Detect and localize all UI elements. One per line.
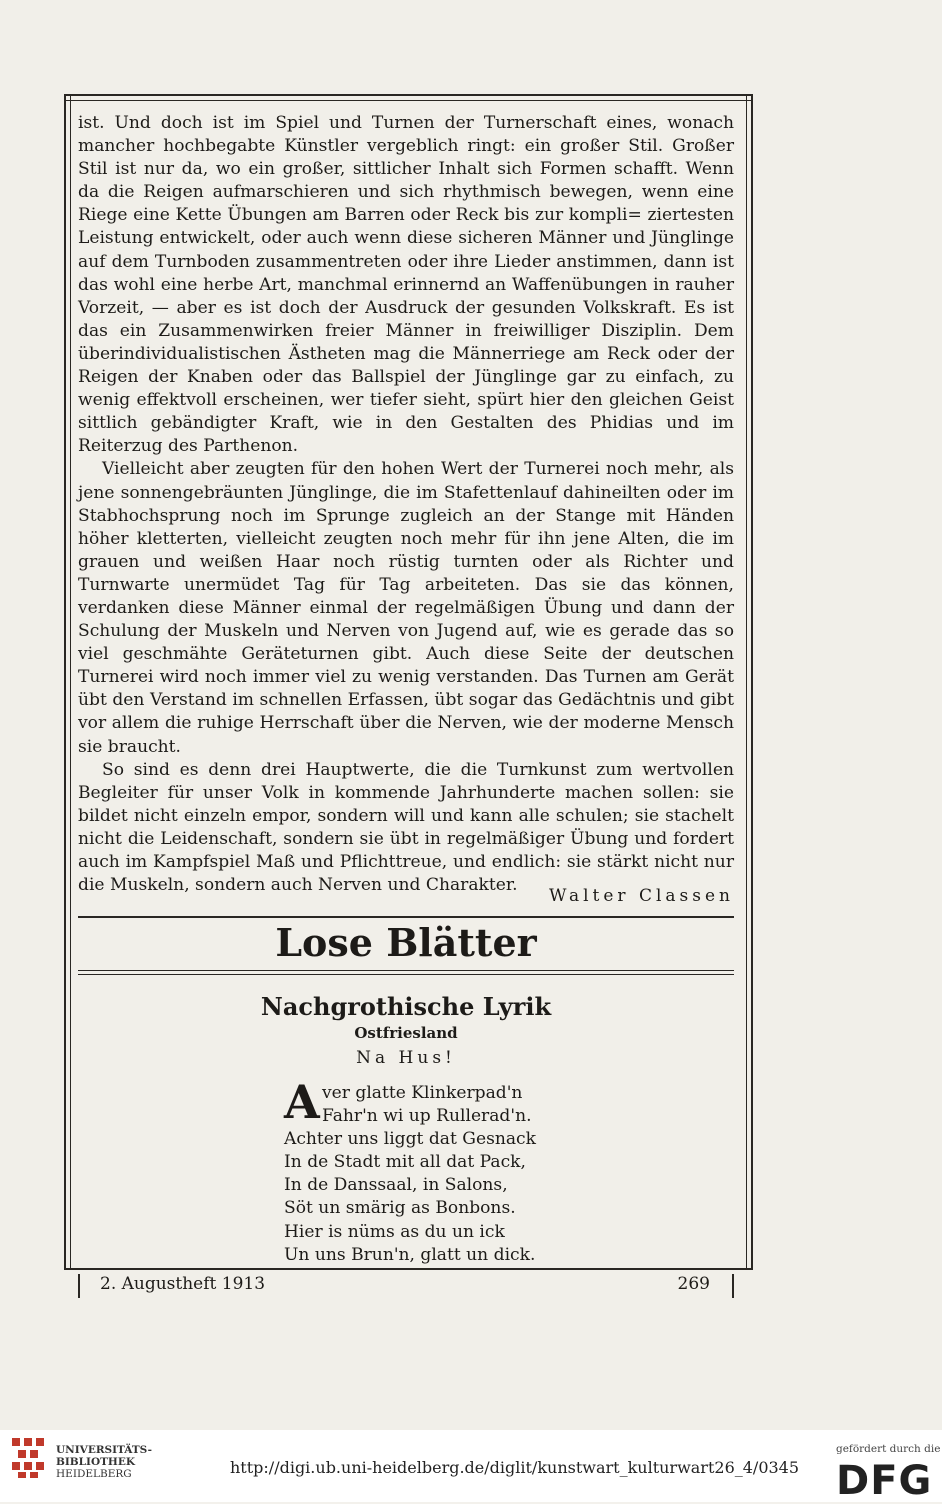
poem-line: Achter uns liggt dat Gesnack — [284, 1129, 536, 1150]
issue-label: 2. Augustheft 1913 — [100, 1274, 266, 1294]
paragraph: ist. Und doch ist im Spiel und Turnen der Turnerschaft eines, wonach mancher hochbegabte Künstler vergeblich ringt: ein großer Stil. Großer Stil ist nur da, wo ein großer, sittlicher Inhalt sich Formen schafft. Wenn da die Reigen aufmarschieren und sich rhythmisch bewegen, wenn eine Riege eine Kette Übungen am Barren oder Reck bis zur kompli= ziertesten Leistung entwickelt, oder auch wenn diese sicheren Männer und Jünglinge auf dem Turnboden zusammentreten oder ihre Lieder anstimmen, dann ist das wohl eine herbe Art, manchmal erinnernd an Waffenübungen in rauher Vorzeit, — aber es ist doch der Ausdruck der gesunden Volkskraft. Es ist das ein Zusammenwirken freier Männer in freiwilliger Disziplin. Dem überindividualistischen Ästheten mag die Männerriege am Reck oder der Reigen der Knaben oder das Ballspiel der Jünglinge gar zu einfach, zu wenig effektvoll erscheinen, wer tiefer sieht, spürt hier den gleichen Geist sittlich gebändigter Kraft, wie in den Gestalten des Phidias und im Reiterzug des Parthenon. — [78, 113, 734, 457]
poem-line: In de Stadt mit all dat Pack, — [284, 1152, 526, 1173]
region-subtitle: Ostfriesland — [354, 1024, 458, 1042]
funding-label: gefördert durch die — [836, 1443, 941, 1455]
poem-line: Fahr'n wi up Rullerad'n. — [322, 1106, 532, 1127]
frame-bottom-rule — [64, 1268, 752, 1270]
dfg-logo: DFG — [836, 1458, 933, 1504]
paragraph: Vielleicht aber zeugten für den hohen Wert der Turnerei noch mehr, als jene sonnengebräunten Jünglinge, die im Stafettenlauf dahineilten oder im Stabhochsprung noch im Sprunge zugleich an der Stange mit Händen höher kletterten, vielleicht zeugten noch mehr für ihn jene Alten, die im grauen und weißen Haar noch rüstig turnten oder als Richter und Turnwarte unermüdet Tag für Tag arbeiteten. Das sie das können, verdanken diese Männer einmal der regelmäßigen Übung und dann der Schulung der Muskeln und Nerven von Jugend auf, wie es gerade das so viel geschmähte Geräteturnen gibt. Auch diese Seite der deutschen Turnerei wird noch immer viel zu wenig verstanden. Das Turnen am Gerät übt den Verstand im schnellen Erfassen, übt sogar das Gedächtnis und gibt vor allem die ruhige Herrschaft über die Nerven, wie der moderne Mensch sie braucht. — [78, 459, 734, 757]
source-url[interactable]: http://digi.ub.uni-heidelberg.de/diglit/kunstwart_kulturwart26_4/0345 — [230, 1458, 800, 1477]
section-title: Lose Blätter — [275, 920, 537, 965]
poem-line: Un uns Brun'n, glatt un dick. — [284, 1244, 536, 1265]
page-number: 269 — [677, 1274, 710, 1294]
poem-line: Söt un smärig as Bonbons. — [284, 1198, 516, 1219]
article-title: Nachgrothische Lyrik — [260, 992, 552, 1021]
poem — [284, 1075, 536, 1267]
poem-title: Na Hus! — [356, 1048, 456, 1068]
library-name-line: UNIVERSITÄTS- — [56, 1444, 152, 1456]
frame-left-rule — [64, 94, 71, 1270]
poem-line: Hier is nüms as du un ick — [284, 1221, 505, 1242]
frame-right-rule — [746, 94, 753, 1270]
frame-top-rule — [64, 94, 752, 96]
footer-right-bar — [732, 1274, 734, 1298]
library-name-line: HEIDELBERG — [56, 1468, 132, 1480]
poem-line: ver glatte Klinkerpad'n — [322, 1083, 523, 1103]
section-rule-top — [78, 916, 734, 918]
article-body — [78, 112, 734, 897]
author-signature: Walter Classen — [548, 886, 734, 906]
university-library-logo — [10, 1436, 54, 1480]
library-name-line: BIBLIOTHEK — [56, 1456, 135, 1468]
frame-top-inner-rule — [64, 100, 752, 101]
footer-left-bar — [78, 1274, 80, 1298]
library-name — [56, 1444, 152, 1480]
page-footer — [78, 1274, 734, 1302]
paragraph: So sind es denn drei Hauptwerte, die die Turnkunst zum wertvollen Begleiter für unser Volk in kommende Jahrhunderte machen sollen: sie bildet nicht einzeln empor, sondern will und kann alle schulen; sie stachelt nicht die Leidenschaft, sondern sie übt in regelmäßiger Übung und fordert auch im Kampfspiel Maß und Pflichttreue, und endlich: sie stärkt nicht nur die Muskeln, sondern auch Nerven und Charakter. — [78, 759, 734, 896]
drop-initial: A — [284, 1075, 320, 1129]
section-rule-bottom-2 — [78, 974, 734, 975]
poem-line: In de Danssaal, in Salons, — [284, 1175, 508, 1196]
section-rule-bottom — [78, 970, 734, 971]
